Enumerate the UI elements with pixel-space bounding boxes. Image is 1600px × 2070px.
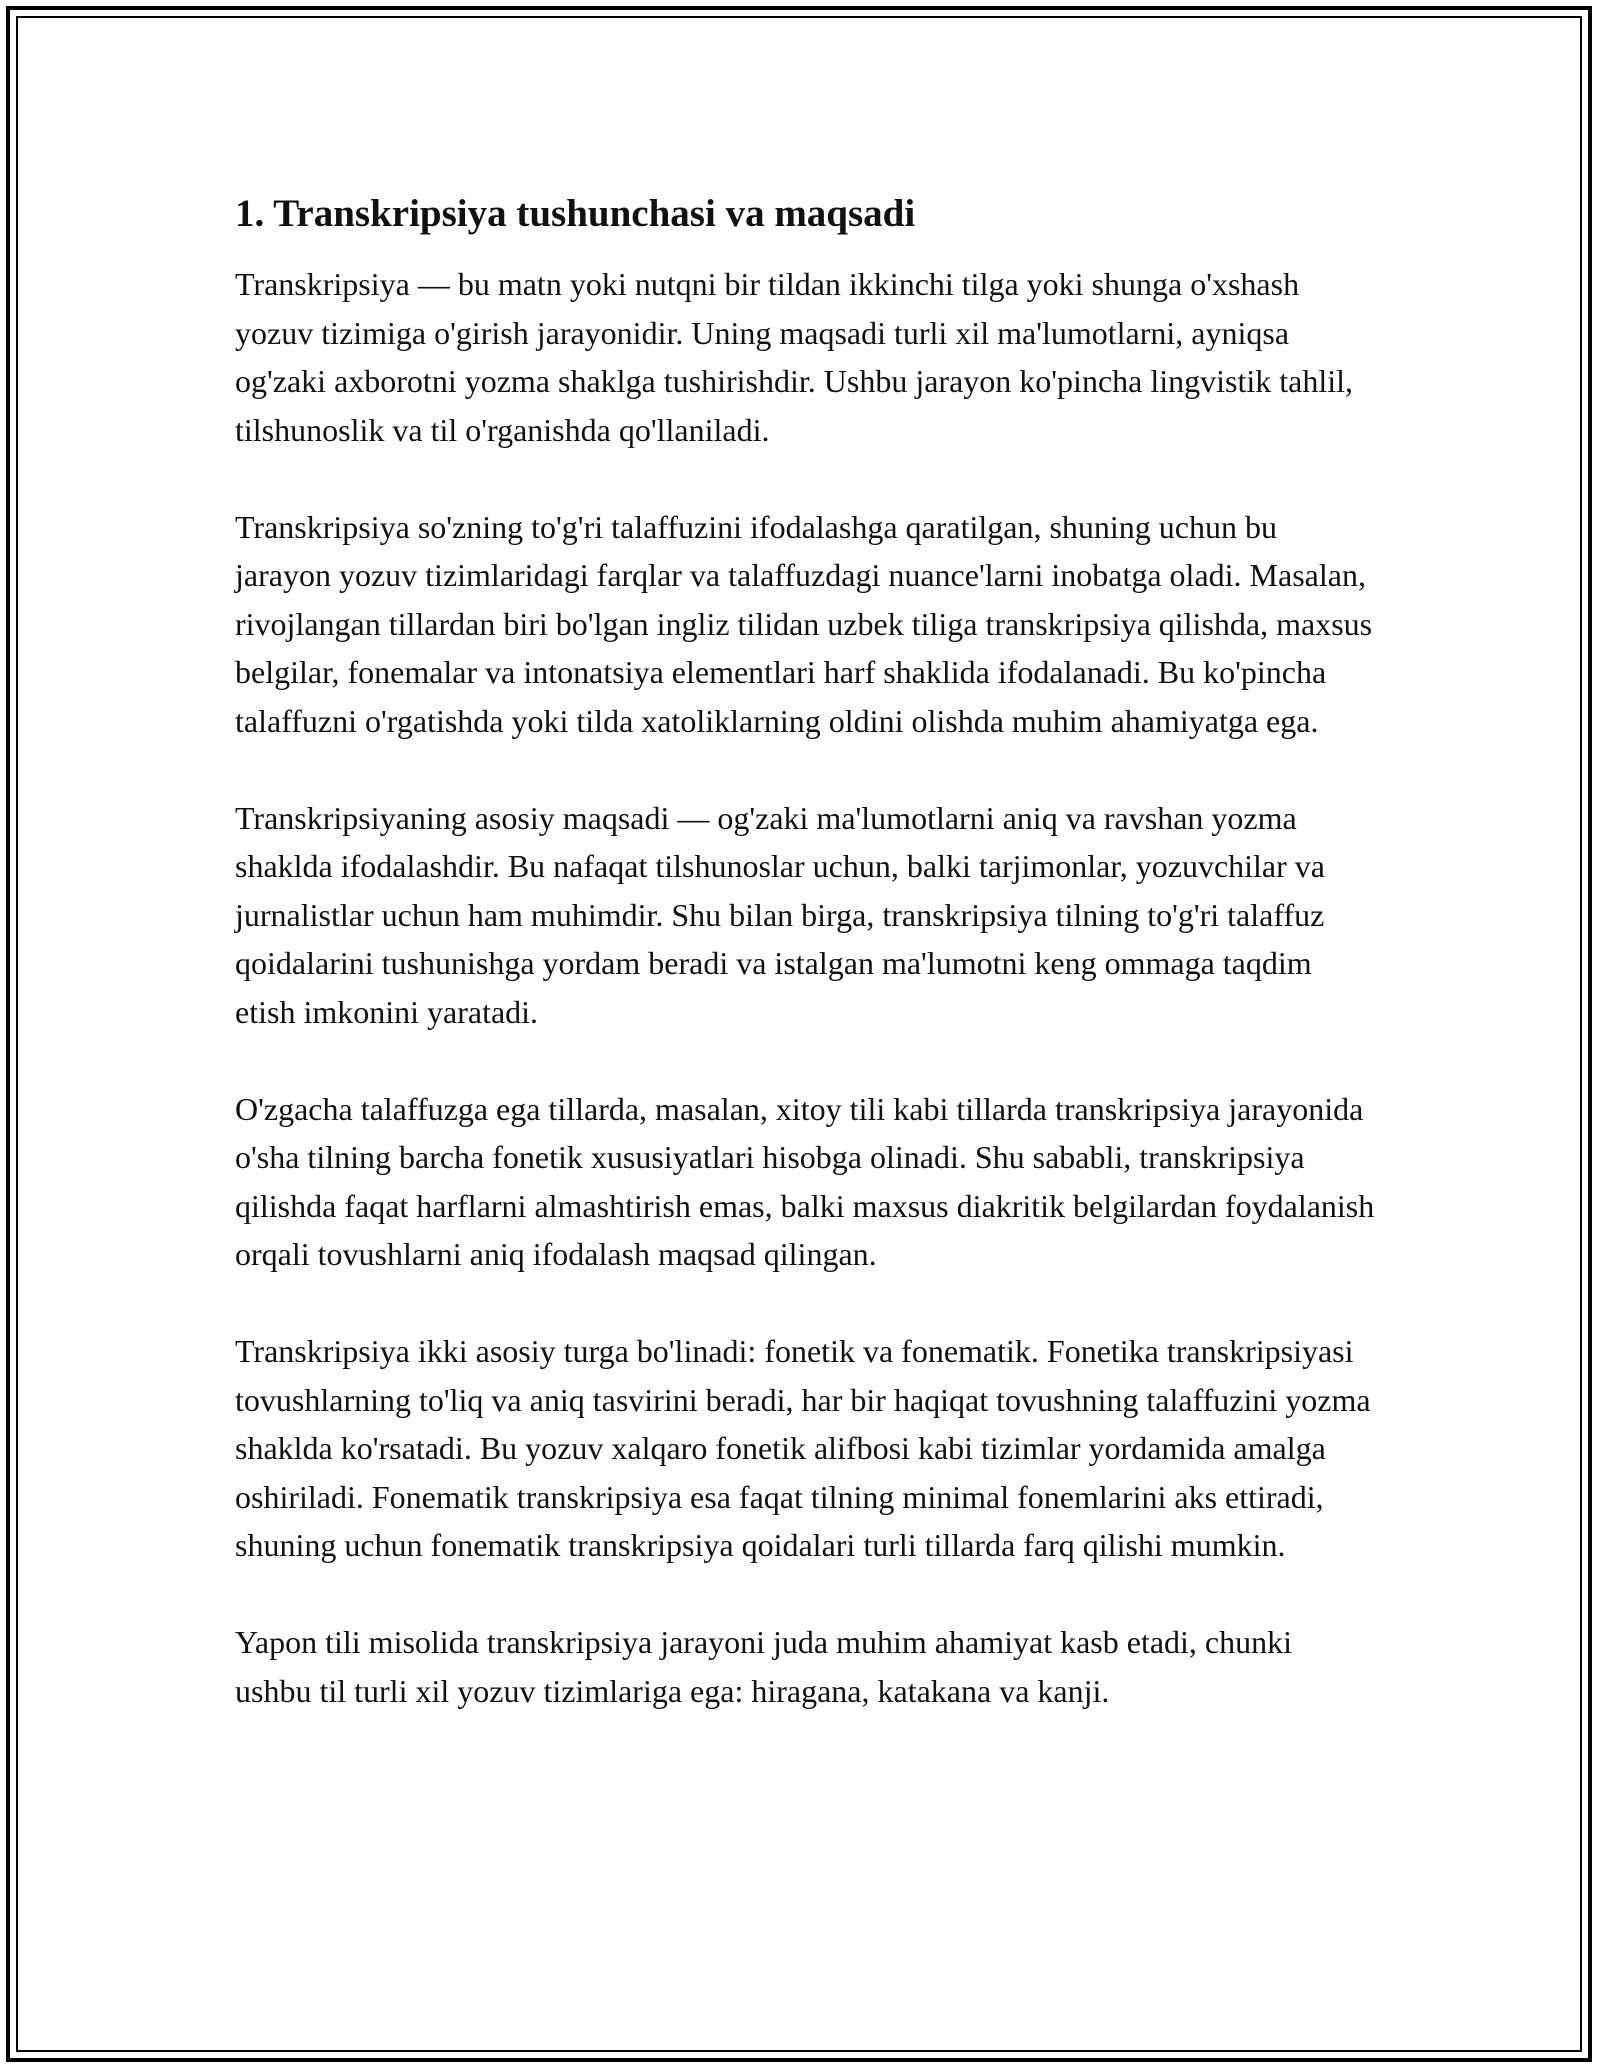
- section-heading: 1. Transkripsiya tushunchasi va maqsadi: [235, 192, 916, 235]
- paragraph-2: Transkripsiya so'zning to'g'ri talaffuzini ifodalashga qaratilgan, shuning uchun bu jarayon yozuv tizimlaridagi farqlar va talaffuzdagi nuance'larni inobatga oladi. Masalan, rivojlangan tillardan biri bo'lgan ingliz tilidan uzbek tiliga transkripsiya qilishda, maxsus belgilar, fonemalar va intonatsiya elementlari harf shaklida ifodalanadi. Bu ko'pincha talaffuzni o'rgatishda yoki tilda xatoliklarning oldini olishda muhim ahamiyatga ega.: [235, 508, 1373, 739]
- paragraph-4: O'zgacha talaffuzga ega tillarda, masalan, xitoy tili kabi tillarda transkripsiya jarayonida o'sha tilning barcha fonetik xususiyatlari hisobga olinadi. Shu sababli, transkripsiya qilishda faqat harflarni almashtirish emas, balki maxsus diakritik belgilardan foydalanish orqali tovushlarni aniq ifodalash maqsad qilingan.: [235, 1090, 1375, 1272]
- paragraph-5: Transkripsiya ikki asosiy turga bo'linadi: fonetik va fonematik. Fonetika transkripsiyasi tovushlarning to'liq va aniq tasvirini beradi, har bir haqiqat tovushning talaffuzini yozma shaklda ko'rsatadi. Bu yozuv xalqaro fonetik alifbosi kabi tizimlar yordamida amalga oshiriladi. Fonematik transkripsiya esa faqat tilning minimal fonemlarini aks ettiradi, shuning uchun fonematik transkripsiya qoidalari turli tillarda farq qilishi mumkin.: [235, 1333, 1371, 1563]
- document-body: [235, 186, 1375, 1764]
- paragraph-3: Transkripsiyaning asosiy maqsadi — og'zaki ma'lumotlarni aniq va ravshan yozma shaklda ifodalashdir. Bu nafaqat tilshunoslar uchun, balki tarjimonlar, yozuvchilar va jurnalistlar uchun ham muhimdir. Shu bilan birga, transkripsiya tilning to'g'ri talaffuz qoidalarini tushunishga yordam beradi va istalgan ma'lumotni keng ommaga taqdim etish imkonini yaratadi.: [235, 799, 1325, 1030]
- paragraph-1: Transkripsiya — bu matn yoki nutqni bir tildan ikkinchi tilga yoki shunga o'xshash yozuv tizimiga o'girish jarayonidir. Uning maqsadi turli xil ma'lumotlarni, ayniqsa og'zaki axborotni yozma shaklga tushirishdir. Ushbu jarayon ko'pincha lingvistik tahlil, tilshunoslik va til o'rganishda qo'llaniladi.: [235, 266, 1354, 448]
- paragraph-6: Yapon tili misolida transkripsiya jarayoni juda muhim ahamiyat kasb etadi, chunki ushbu til turli xil yozuv tizimlariga ega: hiragana, katakana va kanji.: [235, 1624, 1293, 1709]
